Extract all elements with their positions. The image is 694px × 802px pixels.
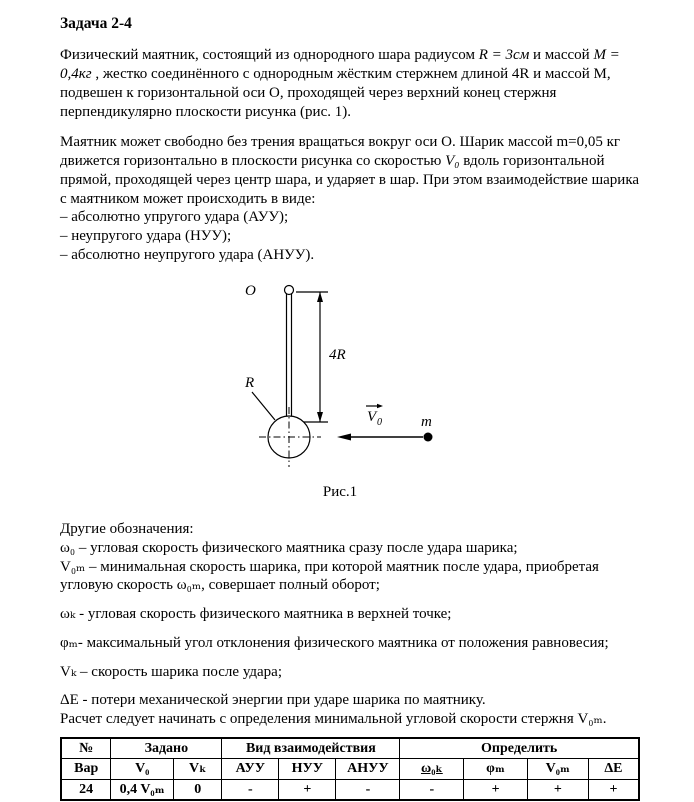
notation-deltaE: ΔЕ - потери механической энергии при ударе шарика по маятнику.	[60, 692, 486, 709]
col-anuu: АНУУ	[336, 759, 400, 780]
col-group-interaction: Вид взаимодействия	[222, 738, 400, 759]
motion-text-2: вдоль горизонтальной прямой, проходящей через центр шара, и ударяет в шар. При этом взаимодействие шарика с маятником может происходить в виде:	[60, 153, 640, 207]
col-group-number: №	[61, 738, 111, 759]
col-nuu: НУУ	[279, 759, 336, 780]
cell-vk: 0	[174, 779, 222, 800]
col-phim: φₘ	[464, 759, 527, 780]
cell-v0m: +	[527, 779, 588, 800]
notations-heading: Другие обозначения:	[60, 521, 194, 538]
col-v0: V₀	[111, 759, 174, 780]
velocity-arrowhead-icon	[337, 433, 351, 440]
problem-title: Задача 2-4	[60, 15, 132, 32]
velocity-subscript: 0	[377, 416, 382, 428]
table-header-groups	[61, 738, 639, 759]
impact-item-elastic: – абсолютно упругого удара (АУУ);	[60, 209, 289, 226]
length-label: 4R	[329, 346, 346, 363]
col-v0m: V₀ₘ	[527, 759, 588, 780]
document-page	[60, 14, 642, 801]
col-vk: Vₖ	[174, 759, 222, 780]
radius-leader-line	[252, 392, 275, 420]
col-auu: АУУ	[222, 759, 279, 780]
figure-caption: Рис.1	[322, 484, 358, 501]
axis-pivot	[285, 285, 294, 294]
cell-anuu: -	[336, 779, 400, 800]
table-header-columns	[61, 759, 639, 780]
cell-variant-number: 24	[61, 779, 111, 800]
paragraph-setup	[60, 46, 642, 121]
striking-ball	[424, 432, 433, 441]
variant-table	[60, 737, 640, 802]
motion-text-1: Маятник может свободно без трения вращаться вокруг оси О. Шарик массой m=0,05 кг движется горизонтально в плоскости рисунка со скоростью	[60, 134, 621, 170]
setup-text-2: и массой	[529, 47, 594, 64]
radius-label: R	[245, 374, 255, 391]
pendulum-diagram	[225, 279, 455, 475]
dim-arrow-up-icon	[317, 292, 323, 302]
cell-phim: +	[464, 779, 527, 800]
vector-arrowhead-icon	[377, 403, 383, 408]
notation-v0m: V₀ₘ – минимальная скорость шарика, при которой маятник после удара, приобретая угловую скорость ω₀ₘ, совершает полный оборот;	[60, 558, 599, 594]
notation-omega0: ω₀ – угловая скорость физического маятника сразу после удара шарика;	[60, 539, 518, 556]
impact-item-perfectly-inelastic: – абсолютно неупругого удара (АНУУ).	[60, 246, 315, 263]
notations-section	[60, 520, 642, 729]
notation-vk: Vₖ – скорость шарика после удара;	[60, 663, 282, 680]
axis-label: O	[245, 282, 256, 299]
table-row	[61, 779, 639, 800]
col-omega0k: ω₀ₖ	[400, 759, 464, 780]
col-var: Вар	[61, 759, 111, 780]
impact-type-list	[60, 208, 642, 264]
cell-omega0k: -	[400, 779, 464, 800]
cell-v0: 0,4 V₀ₘ	[111, 779, 174, 800]
figure-1	[225, 279, 455, 503]
radius-value: R = 3см	[478, 47, 530, 64]
calculation-note: Расчет следует начинать с определения минимальной угловой скорости стержня V₀ₘ.	[60, 711, 607, 728]
notation-omegak: ωₖ - угловая скорость физического маятника в верхней точке;	[60, 606, 452, 623]
col-group-given: Задано	[111, 738, 222, 759]
setup-text-3: , жестко соединённого с однородным жёстким стержнем длиной 4R и массой М, подвешен к горизонтальной оси О, проходящей через верхний конец стержня перпендикулярно плоскости рисунка (рис. 1).	[60, 66, 611, 120]
cell-deltaE: +	[588, 779, 639, 800]
cell-nuu: +	[279, 779, 336, 800]
cell-auu: -	[222, 779, 279, 800]
mass-label: m	[421, 413, 432, 430]
col-deltaE: ΔЕ	[588, 759, 639, 780]
dim-arrow-down-icon	[317, 412, 323, 422]
mass-value: М = 0,4кг	[60, 47, 620, 83]
impact-item-inelastic: – неупругого удара (НУУ);	[60, 228, 232, 245]
notation-phim: φₘ- максимальный угол отклонения физического маятника от положения равновесия;	[60, 634, 609, 651]
setup-text-1: Физический маятник, состоящий из однородного шара радиусом	[60, 47, 479, 64]
pendulum-rod	[287, 290, 292, 423]
velocity-label: V	[367, 408, 377, 425]
paragraph-motion	[60, 133, 642, 208]
velocity-symbol: V₀	[445, 153, 460, 170]
col-group-determine: Определить	[400, 738, 639, 759]
